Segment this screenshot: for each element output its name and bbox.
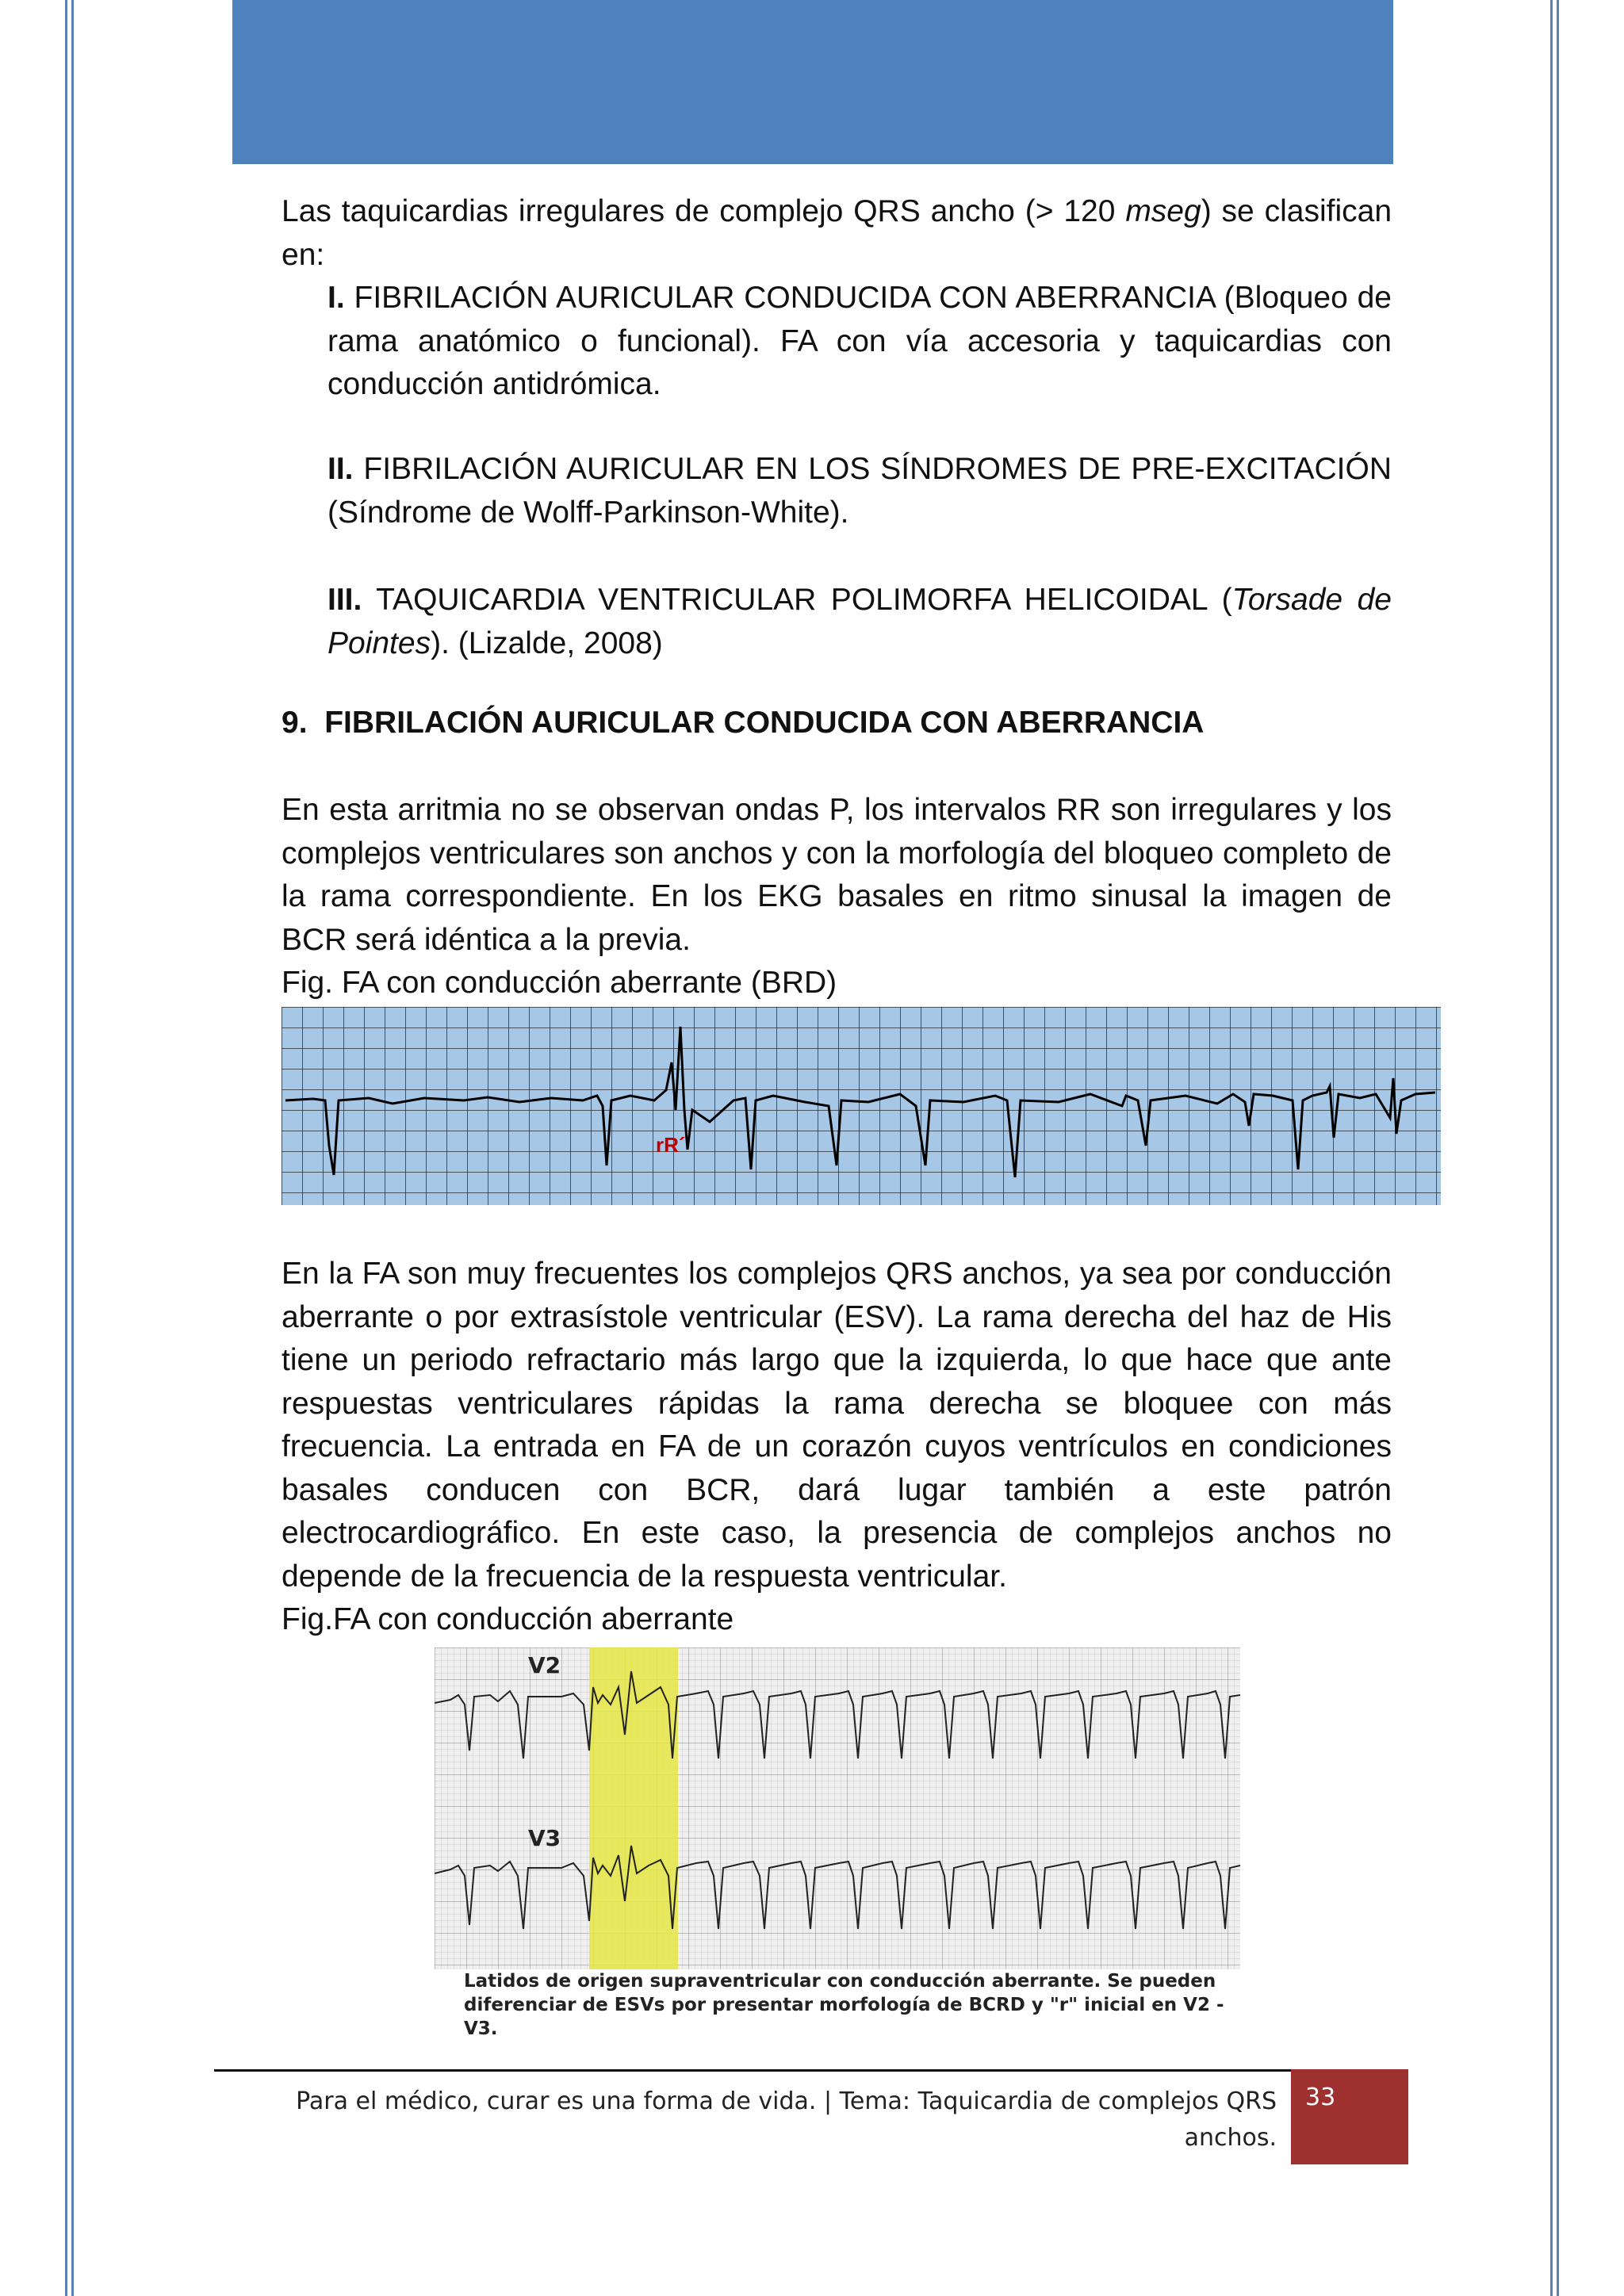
footer-line-2: anchos. [1184,2124,1277,2152]
paragraph-1: En esta arritmia no se observan ondas P, los intervalos RR son irregulares y los complejos ventriculares son anchos y con la morfología del bloqueo completo de la rama correspondiente. En los EKG basales en ritmo sinusal la imagen de BCR será idéntica a la previa. [282,793,1392,957]
footer-text [238,2084,1277,2156]
left-border-inner [71,0,74,2296]
intro-block [282,190,1392,407]
figure-2-caption: Fig.FA con conducción aberrante [282,1602,734,1636]
list-item-1: I. FIBRILACIÓN AURICULAR CONDUCIDA CON ABERRANCIA (Bloqueo de rama anatómico o funcional). FA con vía accesoria y taquicardias con conducción antidrómica. [327,281,1392,401]
figure-2-note-line-1: Latidos de origen supraventricular con conducción aberrante. Se pueden [464,1971,1216,1992]
list-item-2-block [282,448,1392,534]
figure-2-note [464,1969,1241,2041]
section-heading: 9. FIBRILACIÓN AURICULAR CONDUCIDA CON ABERRANCIA [282,706,1205,740]
paragraph-2-block [282,1253,1392,1641]
ekg-1-grid [282,1007,1441,1205]
ekg-strip-1 [282,1007,1441,1205]
footer-rule [214,2069,1293,2072]
footer-line-1: Para el médico, curar es una forma de vida. | Tema: Taquicardia de complejos QRS [296,2087,1277,2115]
list-item-3: III. TAQUICARDIA VENTRICULAR POLIMORFA HELICOIDAL (Torsade de Pointes). (Lizalde, 2008) [327,583,1392,660]
lead-v3-label: V3 [528,1825,561,1851]
figure-1-caption: Fig. FA con conducción aberrante (BRD) [282,966,837,1000]
lead-v2-label: V2 [528,1652,561,1678]
header-band [232,0,1393,164]
left-border-outer [65,0,67,2296]
paragraph-1-block [282,789,1392,1004]
list-item-2: II. FIBRILACIÓN AURICULAR EN LOS SÍNDROMES DE PRE-EXCITACIÓN (Síndrome de Wolff-Parkinson-White). [327,452,1392,530]
right-border-inner [1550,0,1553,2296]
right-border-outer [1557,0,1559,2296]
page-number: 33 [1305,2084,1336,2111]
paragraph-2: En la FA son muy frecuentes los complejos QRS anchos, ya sea por conducción aberrante o por extrasístole ventricular (ESV). La rama derecha del haz de His tiene un periodo refractario más largo que la izquierda, lo que hace que ante respuestas ventriculares rápidas la rama derecha se bloquee con más frecuencia. La entrada en FA de un corazón cuyos ventrículos en condiciones basales conducen con BCR, dará lugar también a este patrón electrocardiográfico. En este caso, la presencia de complejos anchos no depende de la frecuencia de la respuesta ventricular. [282,1257,1392,1594]
intro-paragraph: Las taquicardias irregulares de complejo QRS ancho (> 120 mseg) se clasifican en: [282,194,1392,272]
ekg-2-grid-coarse [435,1647,1240,1969]
ekg-strip-2 [435,1647,1240,1969]
list-item-3-block [282,579,1392,665]
ekg-1-rr-label: rR´ [656,1133,686,1157]
figure-2-note-line-2: diferenciar de ESVs por presentar morfología de BCRD y "r" inicial en V2 - V3. [464,1995,1224,2039]
